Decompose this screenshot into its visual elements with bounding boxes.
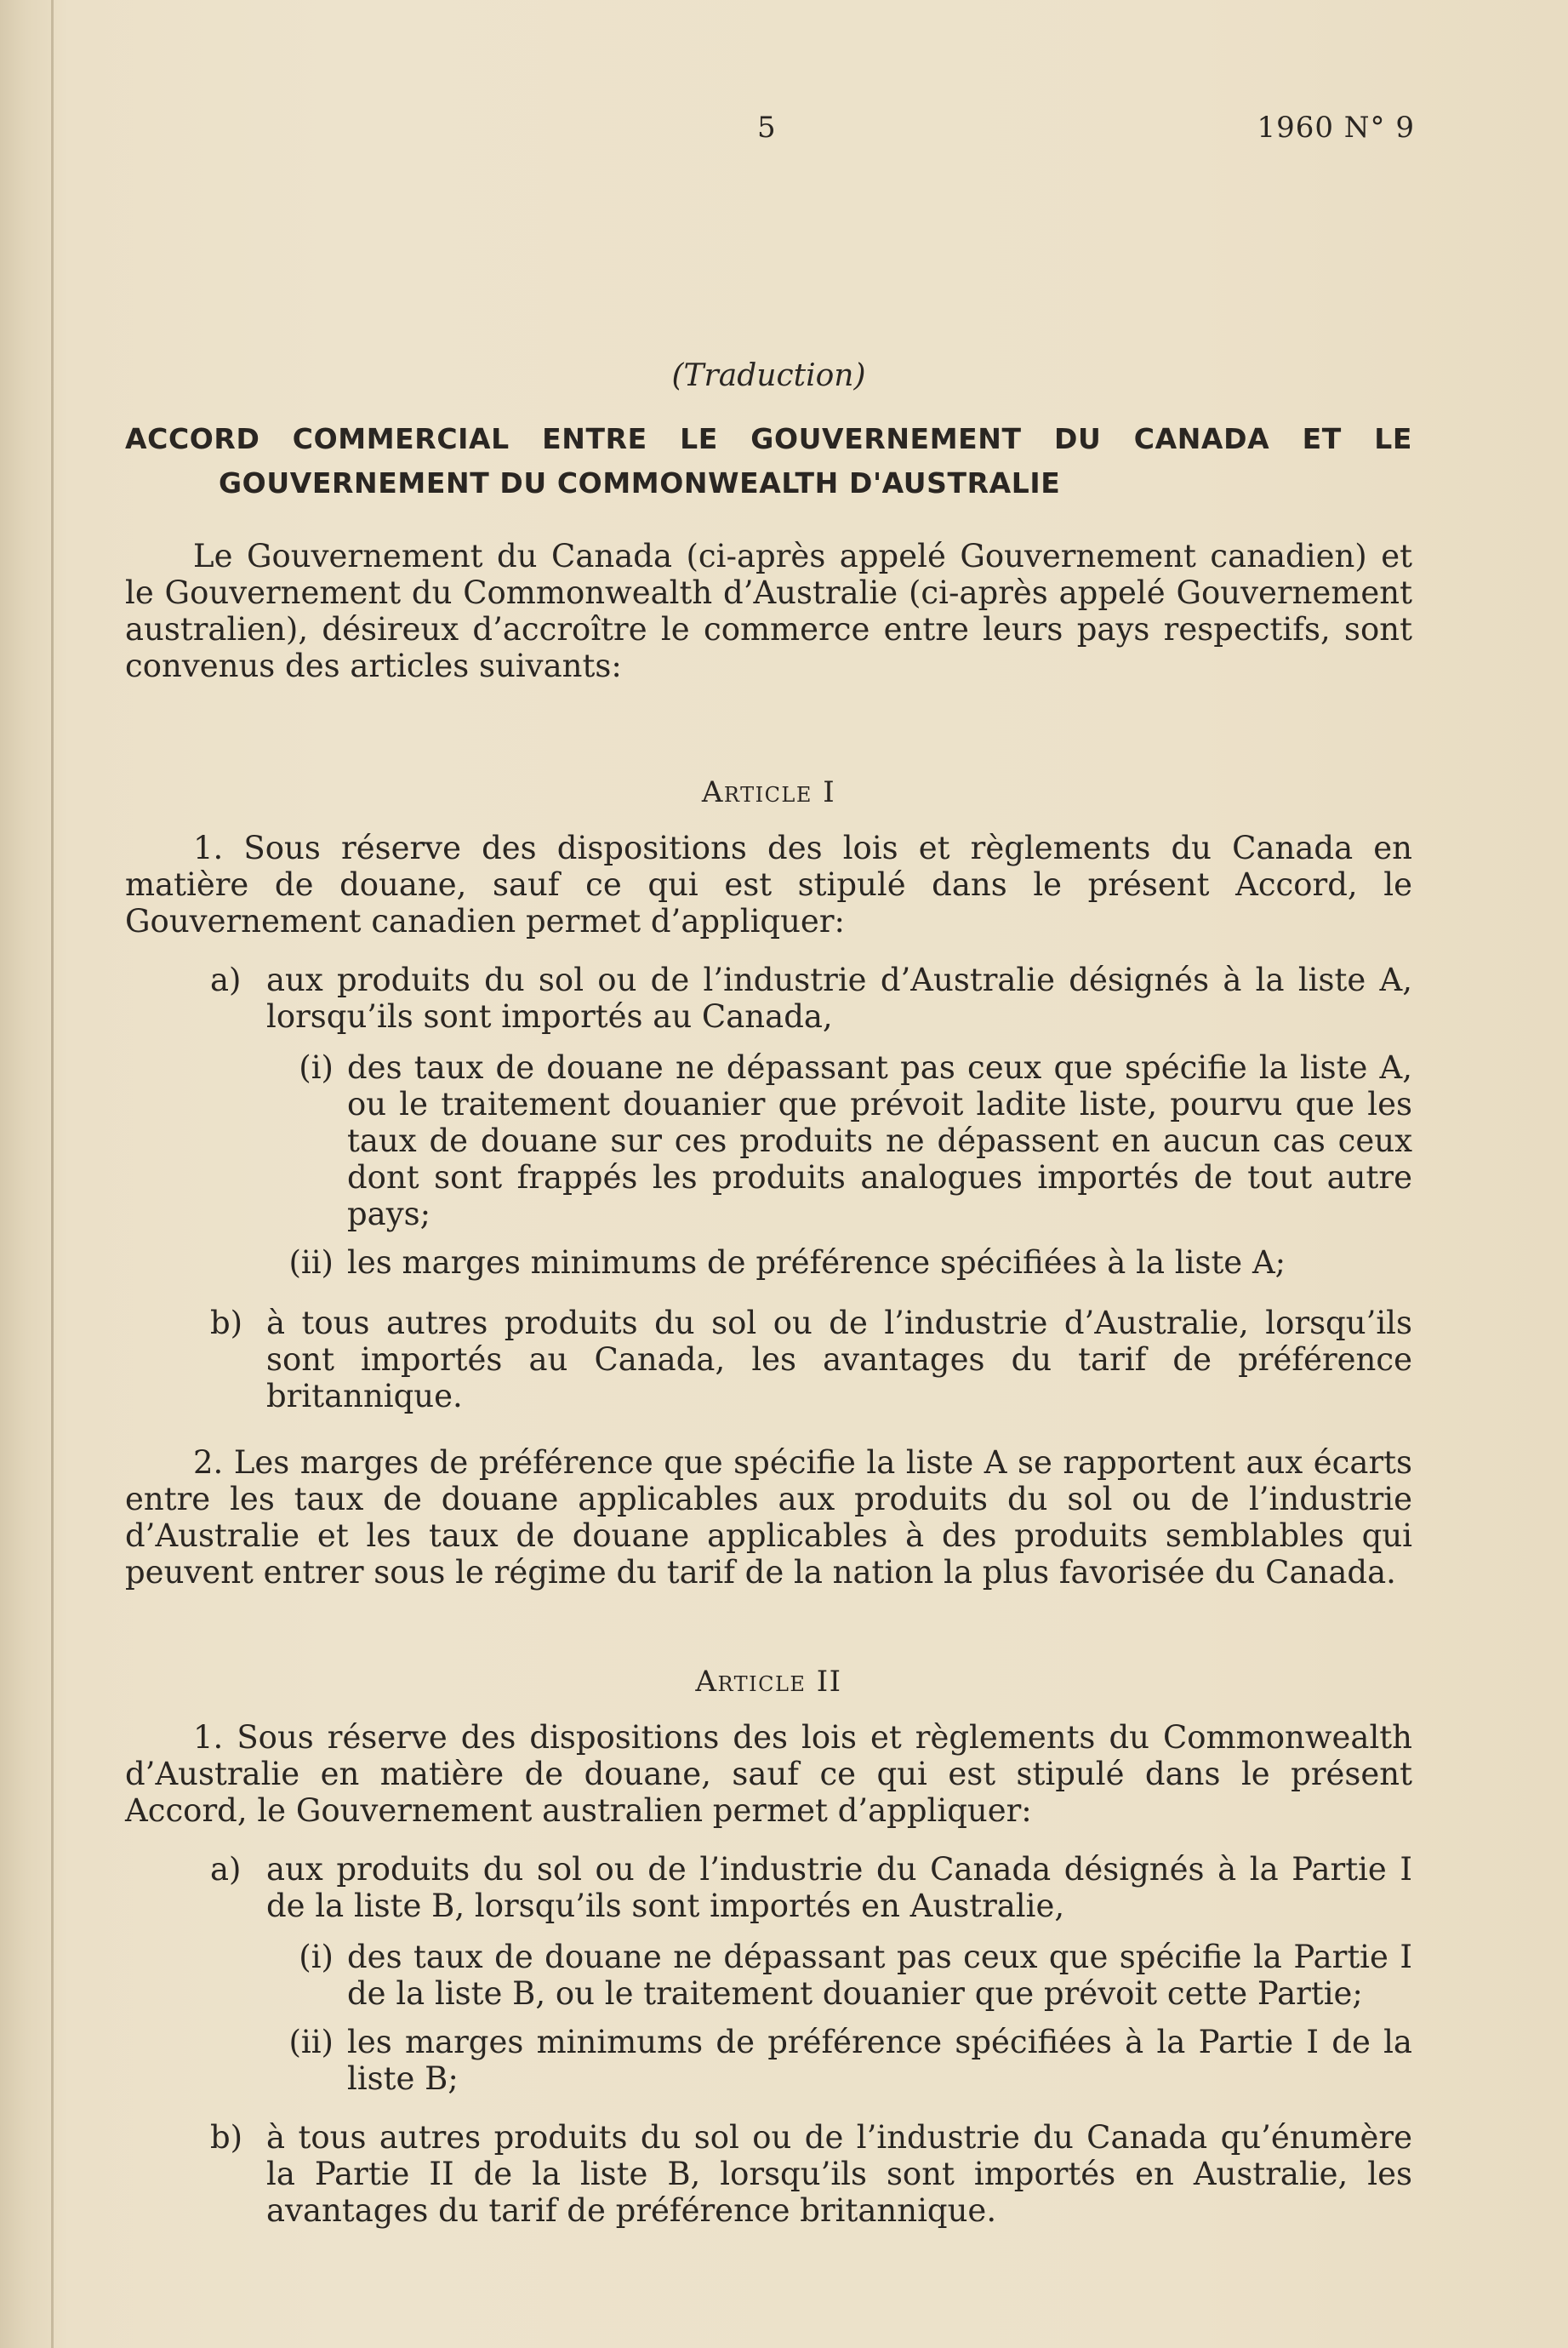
item-marker: a) — [210, 1851, 242, 1888]
item-text: les marges minimums de préférence spécifiées à la Partie I de la liste B; — [347, 2024, 1412, 2097]
article-2-item-b — [210, 2119, 1412, 2229]
item-marker: a) — [210, 962, 242, 998]
article-2-paragraph-1: 1. Sous réserve des dispositions des lois et règlements du Commonwealth d’Australie en matière de douane, sauf ce qui est stipulé dans le présent Accord, le Gouvernement australien permet d’appliquer: — [125, 1719, 1412, 1829]
item-text: à tous autres produits du sol ou de l’industrie du Canada qu’énumère la Partie II de la liste B, lorsqu’ils sont importés en Australie, les avantages du tarif de préférence britannique. — [266, 2119, 1412, 2229]
item-text: aux produits du sol ou de l’industrie du Canada désignés à la Partie I de la liste B, lorsqu’ils sont importés en Australie, — [266, 1851, 1412, 1924]
article-2-item-a-i — [265, 1939, 1412, 2012]
item-text: aux produits du sol ou de l’industrie d’Australie désignés à la liste A, lorsqu’ils sont importés au Canada, — [266, 962, 1412, 1035]
item-text: des taux de douane ne dépassant pas ceux que spécifie la liste A, ou le traitement douanier que prévoit ladite liste, pourvu que les taux de douane sur ces produits ne dépassent en aucun cas ceux dont sont frappés les produits analogues importés de tout autre pays; — [347, 1049, 1412, 1232]
title-line-2: GOUVERNEMENT DU COMMONWEALTH D'AUSTRALIE — [219, 466, 1061, 500]
item-text: à tous autres produits du sol ou de l’industrie d’Australie, lorsqu’ils sont importés au Canada, les avantages du tarif de préférence britannique. — [266, 1305, 1412, 1414]
page-number: 5 — [757, 111, 776, 145]
article-1-item-a-i — [265, 1049, 1412, 1232]
item-marker: (i) — [299, 1049, 334, 1086]
preamble-paragraph: Le Gouvernement du Canada (ci-après appelé Gouvernement canadien) et le Gouvernement du Commonwealth d’Australie (ci-après appelé Gouvernement australien), désireux d’accroître le commerce entre leurs pays respectifs, sont convenus des articles suivants: — [125, 538, 1412, 684]
item-marker: b) — [210, 1305, 243, 1341]
article-1-paragraph-2: 2. Les marges de préférence que spécifie la liste A se rapportent aux écarts entre les taux de douane applicables aux produits du sol ou de l’industrie d’Australie et les taux de douane applicables à des produits semblables qui peuvent entrer sous le régime du tarif de la nation la plus favorisée du Canada. — [125, 1444, 1412, 1591]
item-marker: (ii) — [288, 1244, 334, 1281]
article-2-heading: Article II — [695, 1665, 842, 1699]
traduction-label: (Traduction) — [671, 358, 866, 393]
article-1-paragraph-1: 1. Sous réserve des dispositions des lois et règlements du Canada en matière de douane, sauf ce qui est stipulé dans le présent Accord, le Gouvernement canadien permet d’appliquer: — [125, 830, 1412, 940]
year-issue-number: 1960 N° 9 — [1257, 111, 1415, 145]
title-line-1: ACCORD COMMERCIAL ENTRE LE GOUVERNEMENT DU CANADA ET LE — [125, 422, 1412, 455]
article-1-item-b — [210, 1305, 1412, 1414]
agreement-title — [125, 417, 1412, 506]
item-marker: (i) — [299, 1939, 334, 1975]
binding-gutter — [51, 0, 54, 2348]
item-text: des taux de douane ne dépassant pas ceux que spécifie la Partie I de la liste B, ou le traitement douanier que prévoit cette Partie; — [347, 1939, 1412, 2012]
item-text: les marges minimums de préférence spécifiées à la liste A; — [347, 1244, 1286, 1281]
article-1-heading: Article I — [701, 775, 836, 809]
article-1-item-a — [210, 962, 1412, 1035]
article-2-item-a-ii — [265, 2024, 1412, 2097]
page-header — [0, 111, 1568, 153]
article-2-item-a — [210, 1851, 1412, 1924]
item-marker: b) — [210, 2119, 243, 2156]
article-1-item-a-ii — [265, 1244, 1412, 1281]
item-marker: (ii) — [288, 2024, 334, 2060]
